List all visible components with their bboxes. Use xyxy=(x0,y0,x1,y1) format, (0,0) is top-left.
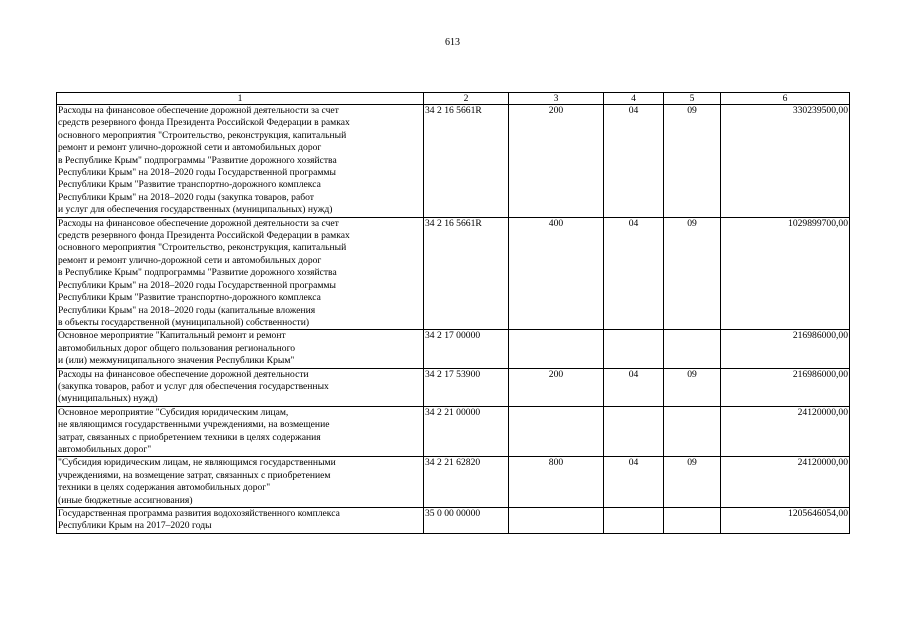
section-code: 04 xyxy=(604,457,664,508)
amount: 1029899700,00 xyxy=(721,217,850,330)
program-code: 34 2 17 00000 xyxy=(424,330,509,368)
item-name: Основное мероприятие "Капитальный ремонт и ремонт автомобильных дорог общего пользования регионального и (или) межмуниципального значения Республики Крым" xyxy=(57,330,424,368)
subsection-code xyxy=(664,330,721,368)
expense-type: 200 xyxy=(509,105,604,218)
section-code xyxy=(604,406,664,457)
column-header: 5 xyxy=(664,93,721,105)
item-name: Основное мероприятие "Субсидия юридическим лицам, не являющимся государственными учреждениями, на возмещение затрат, связанных с приобретением техники в целях содержания автомобильных дорог" xyxy=(57,406,424,457)
item-name: Расходы на финансовое обеспечение дорожной деятельности за счет средств резервного фонда Президента Российской Федерации в рамках основного мероприятия "Строительство, реконструкция, капитальный ремонт и ремонт улично-дорожной сети и автомобильных дорог в Республике Крым" подпрограммы "Развитие дорожного хозяйства Республики Крым" на 2018–2020 годы Государственной программы Республики Крым "Развитие транспортно-дорожного комплекса Республики Крым" на 2018–2020 годы (капитальные вложения в объекты государственной (муниципальной) собственности) xyxy=(57,217,424,330)
expense-type: 200 xyxy=(509,368,604,406)
subsection-code: 09 xyxy=(664,105,721,218)
amount: 24120000,00 xyxy=(721,457,850,508)
table-row xyxy=(57,406,850,457)
subsection-code: 09 xyxy=(664,457,721,508)
expense-type: 400 xyxy=(509,217,604,330)
table-row xyxy=(57,508,850,534)
column-header: 6 xyxy=(721,93,850,105)
table-row xyxy=(57,368,850,406)
item-name: Расходы на финансовое обеспечение дорожной деятельности за счет средств резервного фонда Президента Российской Федерации в рамках основного мероприятия "Строительство, реконструкция, капитальный ремонт и ремонт улично-дорожной сети и автомобильных дорог в Республике Крым" подпрограммы "Развитие дорожного хозяйства Республики Крым" на 2018–2020 годы Государственной программы Республики Крым "Развитие транспортно-дорожного комплекса Республики Крым" на 2018–2020 годы (закупка товаров, работ и услуг для обеспечения государственных (муниципальных) нужд) xyxy=(57,105,424,218)
program-code: 35 0 00 00000 xyxy=(424,508,509,534)
section-code: 04 xyxy=(604,105,664,218)
item-name: Государственная программа развития водохозяйственного комплекса Республики Крым на 2017–2020 годы xyxy=(57,508,424,534)
amount: 216986000,00 xyxy=(721,330,850,368)
expense-type xyxy=(509,330,604,368)
amount: 24120000,00 xyxy=(721,406,850,457)
section-code: 04 xyxy=(604,217,664,330)
program-code: 34 2 21 00000 xyxy=(424,406,509,457)
program-code: 34 2 17 53900 xyxy=(424,368,509,406)
amount: 1205646054,00 xyxy=(721,508,850,534)
column-header: 3 xyxy=(509,93,604,105)
section-code xyxy=(604,508,664,534)
program-code: 34 2 16 5661R xyxy=(424,217,509,330)
table-row xyxy=(57,330,850,368)
table-row xyxy=(57,217,850,330)
amount: 216986000,00 xyxy=(721,368,850,406)
expense-type xyxy=(509,508,604,534)
subsection-code: 09 xyxy=(664,217,721,330)
subsection-code xyxy=(664,406,721,457)
table-row xyxy=(57,457,850,508)
column-header: 2 xyxy=(424,93,509,105)
section-code xyxy=(604,330,664,368)
budget-table xyxy=(56,92,850,534)
column-header: 4 xyxy=(604,93,664,105)
item-name: Расходы на финансовое обеспечение дорожной деятельности (закупка товаров, работ и услуг для обеспечения государственных (муниципальных) нужд) xyxy=(57,368,424,406)
item-name: "Субсидия юридическим лицам, не являющимся государственными учреждениями, на возмещение затрат, связанных с приобретением техники в целях содержания автомобильных дорог" (иные бюджетные ассигнования) xyxy=(57,457,424,508)
subsection-code xyxy=(664,508,721,534)
expense-type: 800 xyxy=(509,457,604,508)
page-number: 613 xyxy=(445,37,460,48)
program-code: 34 2 21 62820 xyxy=(424,457,509,508)
expense-type xyxy=(509,406,604,457)
section-code: 04 xyxy=(604,368,664,406)
table-row xyxy=(57,105,850,218)
program-code: 34 2 16 5661R xyxy=(424,105,509,218)
amount: 330239500,00 xyxy=(721,105,850,218)
table-header-row xyxy=(57,93,850,105)
column-header: 1 xyxy=(57,93,424,105)
subsection-code: 09 xyxy=(664,368,721,406)
